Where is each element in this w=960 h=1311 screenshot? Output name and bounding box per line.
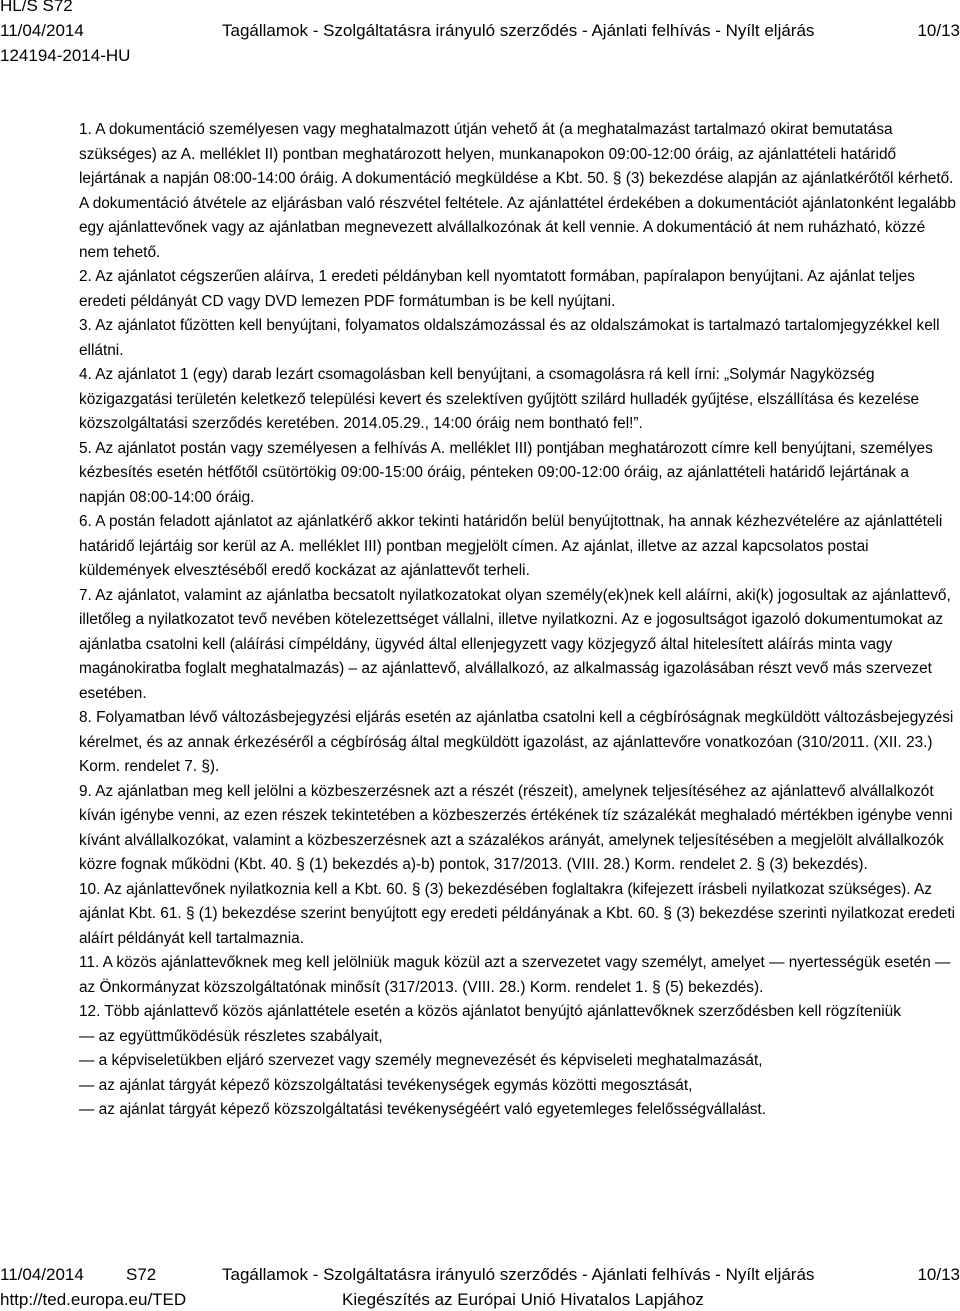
- header-series: HL/S S72: [0, 0, 73, 15]
- paragraph: 3. Az ajánlatot fűzötten kell benyújtani, folyamatos oldalszámozással és az oldalszámokat is tartalmazó tartalomjegyzékkel kell ellátni.: [79, 317, 940, 359]
- paragraph: A dokumentáció átvétele az eljárásban való részvétel feltétele. Az ajánlattétel érdekében a dokumentációt ajánlatonként legalább egy ajánlattevőnek vagy az ajánlatban megnevezett alvállalkozónak át kell vennie. A dokumentáció át nem ruházható, közzé nem tehető.: [79, 194, 956, 261]
- list-item: — a képviseletükben eljáró szervezet vagy személy megnevezését és képviseleti meghatalmazását,: [79, 1052, 763, 1069]
- header-title: Tagállamok - Szolgáltatásra irányuló szerződés - Ajánlati felhívás - Nyílt eljárás: [222, 21, 815, 40]
- paragraph: 10. Az ajánlattevőnek nyilatkoznia kell a Kbt. 60. § (3) bekezdésében foglaltakra (kifejezett írásbeli nyilatkozat szükséges). Az ajánlat Kbt. 61. § (1) bekezdése szerint benyújtott egy eredeti példányának a Kbt. 60. § (3) bekezdése szerinti nyilatkozat eredeti aláírt példányát kell tartalmaznia.: [79, 880, 956, 947]
- document-body: [79, 118, 957, 1123]
- footer-publication: Kiegészítés az Európai Unió Hivatalos Lapjához: [342, 1290, 704, 1309]
- paragraph: 5. Az ajánlatot postán vagy személyesen a felhívás A. melléklet III) pontjában meghatározott címre kell benyújtani, személyes kézbesítés esetén hétfőtől csütörtökig 09:00-15:00 óráig, pénteken 09:00-12:00 óráig, az ajánlattételi határidő lejártának a napján 08:00-14:00 óráig.: [79, 439, 933, 506]
- paragraph: 6. A postán feladott ajánlatot az ajánlatkérő akkor tekinti határidőn belül benyújtottnak, ha annak kézhezvételére az ajánlattételi határidő lejártáig sor kerül az A. melléklet III) pontban megjelölt címen. Az ajánlat, illetve az azzal kapcsolatos postai küldemények elvesztéséből eredő kockázat az ajánlattevőt terheli.: [79, 513, 943, 579]
- list-item: — az együttműködésük részletes szabályait,: [79, 1027, 383, 1045]
- paragraph: 2. Az ajánlatot cégszerűen aláírva, 1 eredeti példányban kell nyomtatott formában, papíralapon benyújtani. Az ajánlat teljes eredeti példányát CD vagy DVD lemezen PDF formátumban is be kell nyújtani.: [79, 268, 915, 310]
- header-date: 11/04/2014: [0, 21, 84, 40]
- footer-title: Tagállamok - Szolgáltatásra irányuló szerződés - Ajánlati felhívás - Nyílt eljárás: [222, 1265, 815, 1284]
- list-item: — az ajánlat tárgyát képező közszolgáltatási tevékenységéért való egyetemleges felelősségvállalást.: [79, 1101, 766, 1118]
- footer-url: http://ted.europa.eu/TED: [0, 1290, 187, 1309]
- paragraph: 7. Az ajánlatot, valamint az ajánlatba becsatolt nyilatkozatokat olyan személy(ek)nek kell aláírni, aki(k) jogosultak az ajánlattevő, illetőleg a nyilatkozatot tevő nevében kötelezettséget vállalni, illetve nyilatkozni. Az e jogosultságot igazoló dokumentumokat az ajánlatba csatolni kell (aláírási címpéldány, ügyvéd által ellenjegyzett vagy közjegyző által hitelesített aláírás minta vagy magánokiratba foglalt meghatalmazás) – az ajánlattevő, alvállalkozó, az alkalmasság igazolásában részt vevő más szervezet esetében.: [79, 586, 951, 702]
- paragraph: 1. A dokumentáció személyesen vagy meghatalmazott útján vehető át (a meghatalmazást tartalmazó okirat bemutatása szükséges) az A. melléklet II) pontban meghatározott helyen, munkanapokon 09:00-12:00 óráig, az ajánlattételi határidő lejártának a napján 08:00-14:00 óráig. A dokumentáció megküldése a Kbt. 50. § (3) bekezdése alapján az ajánlatkérőtől kérhető.: [79, 121, 954, 187]
- list-item: — az ajánlat tárgyát képező közszolgáltatási tevékenységek egymás közötti megosztását,: [79, 1076, 693, 1094]
- header-reference: 124194-2014-HU: [0, 46, 131, 65]
- paragraph: 8. Folyamatban lévő változásbejegyzési eljárás esetén az ajánlatba csatolni kell a cégbíróságnak megküldött változásbejegyzési kérelmet, és az annak érkezéséről a cégbíróság által megküldött igazolást, az ajánlattevőre vonatkozóan (310/2011. (XII. 23.) Korm. rendelet 7. §).: [79, 709, 954, 775]
- paragraph: 4. Az ajánlatot 1 (egy) darab lezárt csomagolásban kell benyújtani, a csomagolásra rá kell írni: „Solymár Nagyközség közigazgatási területén keletkező települési kevert és szelektíven gyűjtött szilárd hulladék gyűjtése, elszállítása és kezelése közszolgáltatási szerződés keretében. 2014.05.29., 14:00 óráig nem bontható fel!”.: [79, 366, 920, 432]
- footer-series: S72: [126, 1265, 157, 1284]
- paragraph: 12. Több ajánlattevő közös ajánlattétele esetén a közös ajánlatot benyújtó ajánlattevőknek szerződésben kell rögzíteniük: [79, 1003, 901, 1020]
- paragraph: 11. A közös ajánlattevőknek meg kell jelölniük maguk közül azt a szervezetet vagy személyt, amelyet — nyertességük esetén — az Önkormányzat közszolgáltatónak minősít (317/2013. (VIII. 28.) Korm. rendelet 1. § (5) bekezdés).: [79, 954, 951, 996]
- header-page-number: 10/13: [917, 21, 960, 40]
- footer-page-number: 10/13: [917, 1265, 960, 1284]
- footer-date: 11/04/2014: [0, 1265, 84, 1284]
- paragraph: 9. Az ajánlatban meg kell jelölni a közbeszerzésnek azt a részét (részeit), amelynek teljesítéséhez az ajánlattevő alvállalkozót kíván igénybe venni, az ezen részek tekintetében a közbeszerzés értékének tíz százalékát meghaladó mértékben igénybe venni kívánt alvállalkozókat, valamint a közbeszerzésnek azt a százalékos arányát, amelynek teljesítésében a megjelölt alvállalkozók közre fognak működni (Kbt. 40. § (1) bekezdés a)-b) pontok, 317/2013. (VIII. 28.) Korm. rendelet 2. § (3) bekezdés).: [79, 782, 953, 873]
